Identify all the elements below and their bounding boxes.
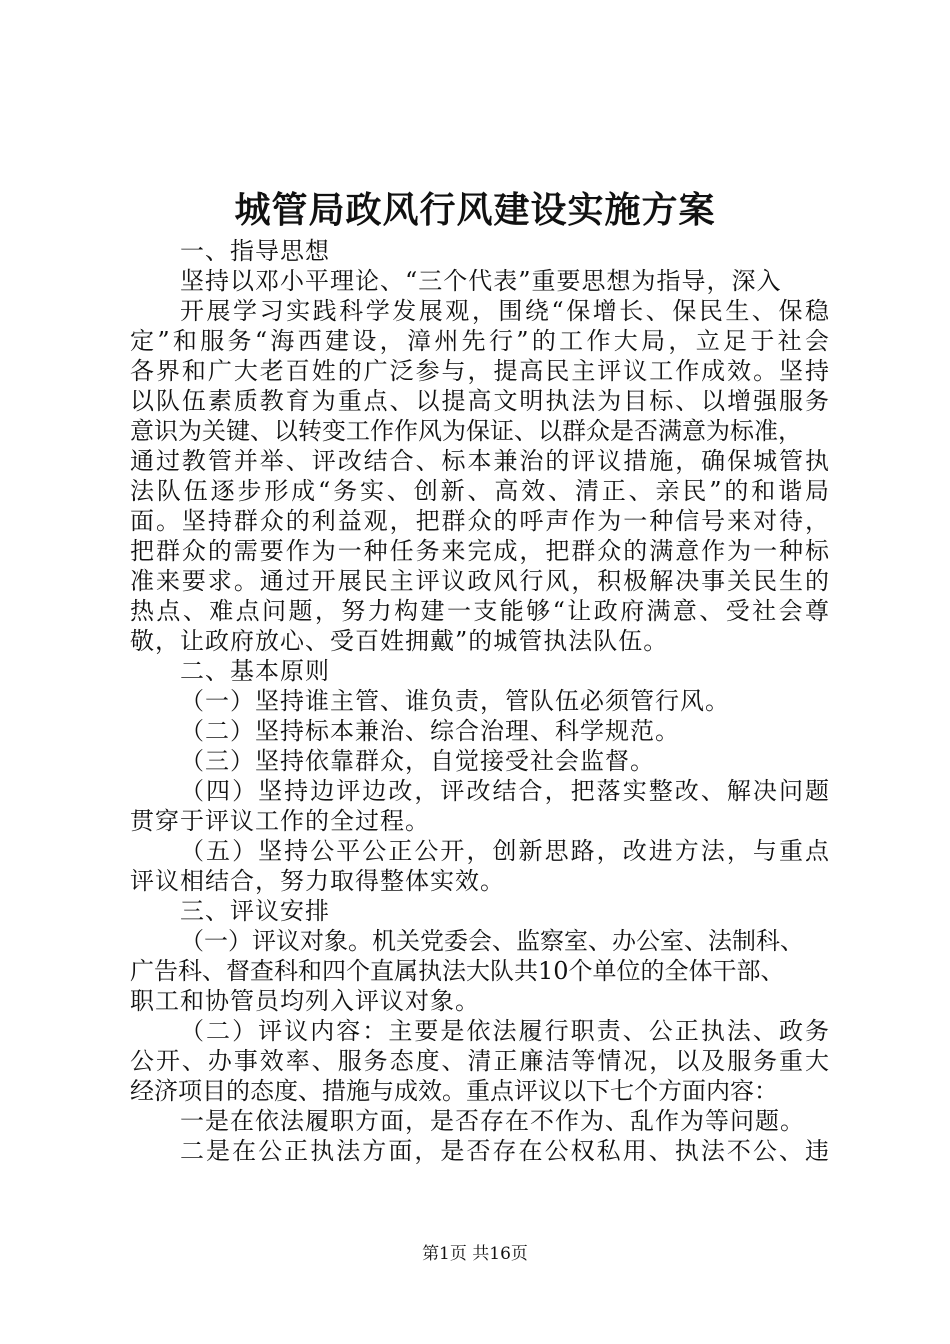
paragraph-line: 评议相结合，努力取得整体实效。 — [130, 867, 505, 895]
page-number-footer: 第1页 共16页 — [422, 1244, 528, 1264]
principle-item: （五）坚持公平公正公开，创新思路，改进方法，与重点 — [180, 837, 830, 865]
principle-item: （三）坚持依靠群众，自觉接受社会监督。 — [180, 747, 655, 775]
arrangement-item: （二）评议内容：主要是依法履行职责、公正执法、政务 — [180, 1017, 830, 1045]
paragraph-line: 各界和广大老百姓的广泛参与，提高民主评议工作成效。坚持 — [130, 357, 830, 385]
paragraph-line: 广告科、督查科和四个直属执法大队共10个单位的全体干部、 — [130, 957, 785, 985]
paragraph-line: 以队伍素质教育为重点、以提高文明执法为目标、以增强服务 — [130, 387, 830, 415]
principle-item: （二）坚持标本兼治、综合治理、科学规范。 — [180, 717, 680, 745]
paragraph-line: 贯穿于评议工作的全过程。 — [130, 807, 430, 835]
paragraph-line: 二是在公正执法方面，是否存在公权私用、执法不公、违 — [180, 1137, 830, 1165]
section-heading-basic-principles: 二、基本原则 — [180, 657, 330, 685]
paragraph-line: 经济项目的态度、措施与成效。重点评议以下七个方面内容： — [130, 1077, 778, 1105]
paragraph-line: 敬，让政府放心、受百姓拥戴”的城管执法队伍。 — [130, 627, 669, 655]
section-heading-guiding-ideology: 一、指导思想 — [180, 237, 330, 265]
paragraph-line: 准来要求。通过开展民主评议政风行风，积极解决事关民生的 — [130, 567, 830, 595]
principle-item: （四）坚持边评边改，评改结合，把落实整改、解决问题 — [180, 777, 830, 805]
principle-item: （一）坚持谁主管、谁负责，管队伍必须管行风。 — [180, 687, 730, 715]
paragraph-line: 公开、办事效率、服务态度、清正廉洁等情况，以及服务重大 — [130, 1047, 830, 1075]
paragraph-line: 通过教管并举、评改结合、标本兼治的评议措施，确保城管执 — [130, 447, 830, 475]
paragraph-line: 一是在依法履职方面，是否存在不作为、乱作为等问题。 — [180, 1107, 805, 1135]
paragraph-line: 热点、难点问题，努力构建一支能够“让政府满意、受社会尊 — [130, 597, 830, 625]
paragraph-line: 坚持以邓小平理论、“三个代表”重要思想为指导，深入 — [180, 267, 782, 295]
section-heading-evaluation-arrangements: 三、评议安排 — [180, 897, 330, 925]
arrangement-item: （一）评议对象。机关党委会、监察室、办公室、法制科、 — [180, 927, 804, 955]
document-body — [130, 236, 830, 1166]
paragraph-line: 开展学习实践科学发展观，围绕“保增长、保民生、保稳 — [180, 297, 830, 325]
paragraph-line: 面。坚持群众的利益观，把群众的呼声作为一种信号来对待， — [130, 507, 830, 535]
paragraph-line: 法队伍逐步形成“务实、创新、高效、清正、亲民”的和谐局 — [130, 477, 830, 505]
document-title: 城管局政风行风建设实施方案 — [234, 189, 716, 231]
paragraph-line: 把群众的需要作为一种任务来完成，把群众的满意作为一种标 — [130, 537, 830, 565]
paragraph-line: 职工和协管员均列入评议对象。 — [130, 987, 480, 1015]
paragraph-line: 意识为关键、以转变工作作风为保证、以群众是否满意为标准， — [130, 417, 802, 445]
paragraph-line: 定”和服务“海西建设，漳州先行”的工作大局，立足于社会 — [130, 327, 830, 355]
